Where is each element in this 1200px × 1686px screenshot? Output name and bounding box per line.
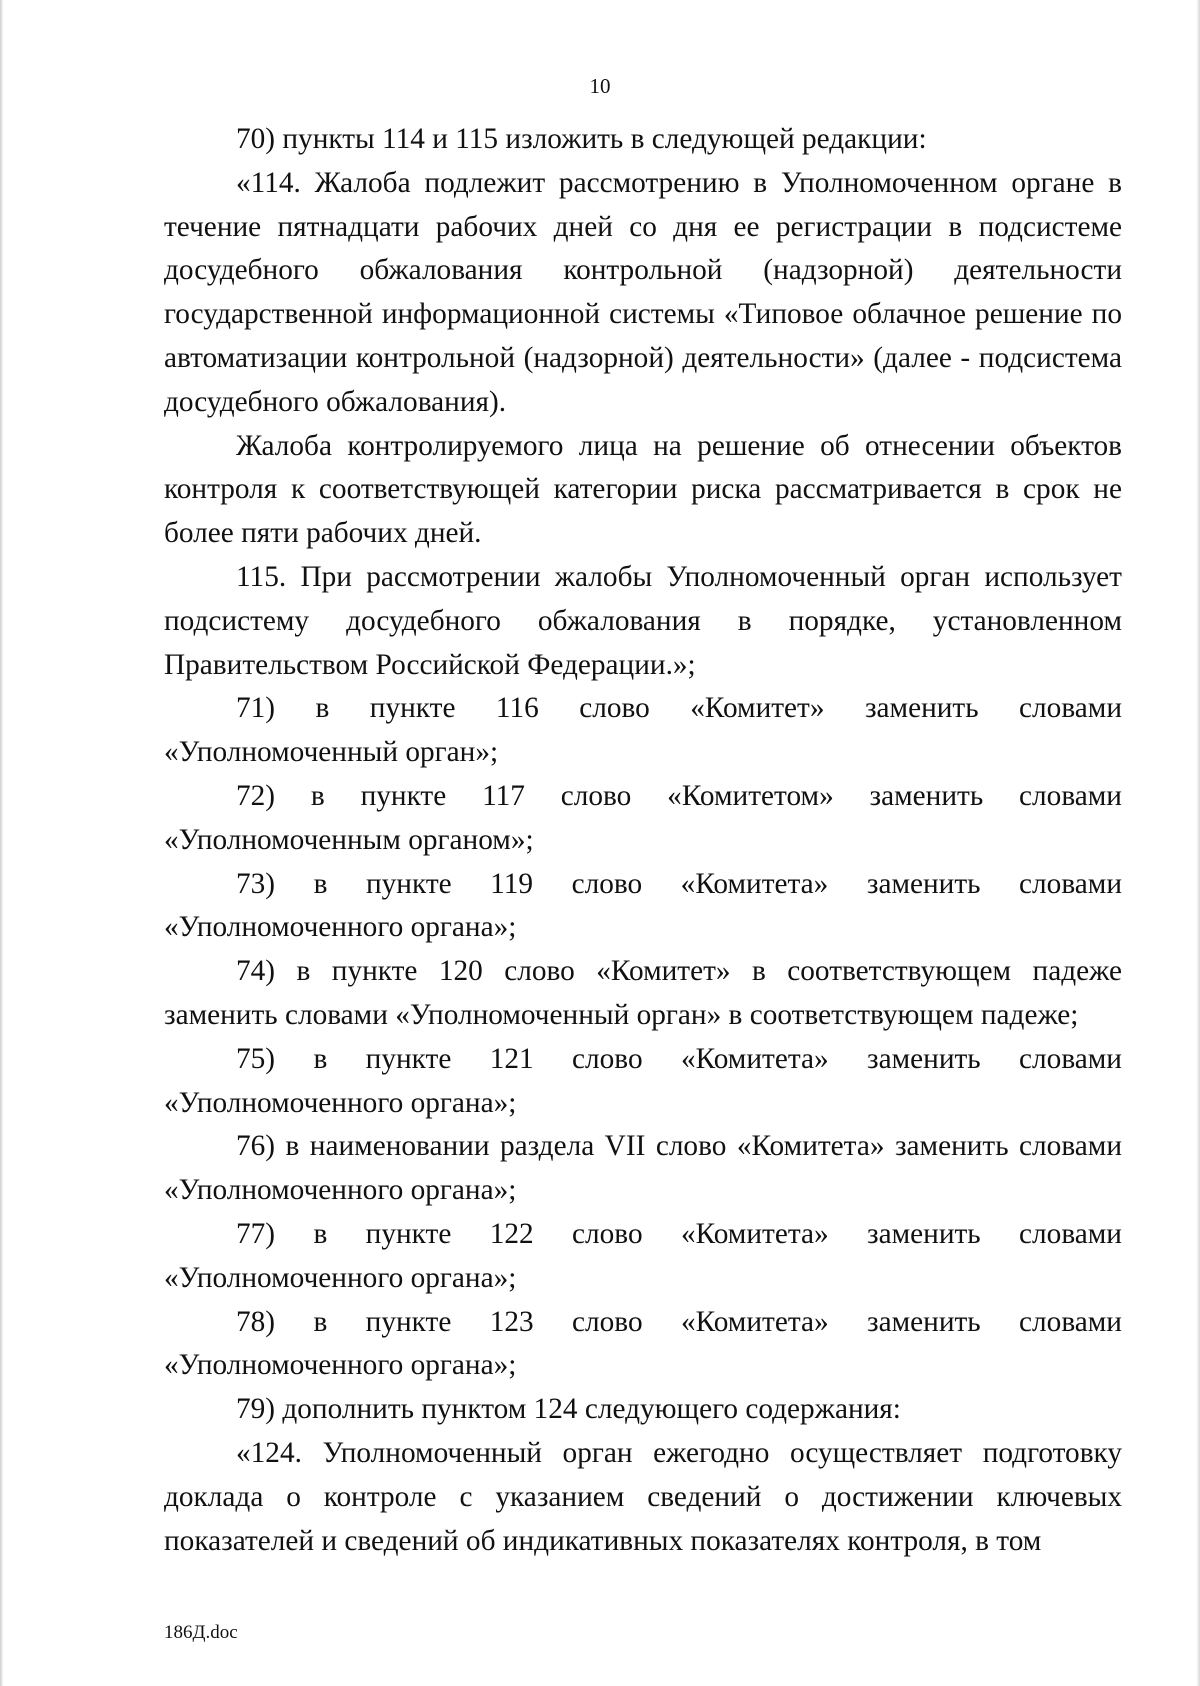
paragraph-item-77: 77) в пункте 122 слово «Комитета» заменить словами «Уполномоченного органа»; bbox=[164, 1217, 1122, 1294]
paragraph-item-78: 78) в пункте 123 слово «Комитета» заменить словами «Уполномоченного органа»; bbox=[164, 1305, 1122, 1382]
page-number: 10 bbox=[589, 74, 611, 98]
paragraph-point-124: «124. Уполномоченный орган ежегодно осуществляет подготовку доклада о контроле с указанием сведений о достижении ключевых показателей и сведений об индикативных показателях контроля, в том bbox=[164, 1436, 1122, 1557]
paragraph-item-71: 71) в пункте 116 слово «Комитет» заменить словами «Уполномоченный орган»; bbox=[164, 692, 1122, 769]
scan-edge-left bbox=[0, 0, 3, 1686]
paragraph-item-76: 76) в наименовании раздела VII слово «Комитета» заменить словами «Уполномоченного органа»; bbox=[164, 1130, 1122, 1207]
paragraph-item-79: 79) дополнить пунктом 124 следующего содержания: bbox=[236, 1393, 901, 1426]
footer-filename: 186Д.doc bbox=[164, 1622, 238, 1643]
paragraph-point-114: «114. Жалоба подлежит рассмотрению в Уполномоченном органе в течение пятнадцати рабочих дней со дня ее регистрации в подсистеме досудебного обжалования контрольной (надзорной) деятельности государственной информационной системы «Типовое облачное решение по автоматизации контрольной (надзорной) деятельности» (далее - подсистема досудебного обжалования). bbox=[164, 166, 1122, 418]
paragraph-item-74: 74) в пункте 120 слово «Комитет» в соответствующем падеже заменить словами «Уполномоченный орган» в соответствующем падеже; bbox=[164, 955, 1122, 1031]
paragraph-item-75: 75) в пункте 121 слово «Комитета» заменить словами «Уполномоченного органа»; bbox=[164, 1042, 1122, 1119]
paragraph-point-115: 115. При рассмотрении жалобы Уполномоченный орган использует подсистему досудебного обжалования в порядке, установленном Правительством Российской Федерации.»; bbox=[164, 560, 1122, 681]
paragraph-item-73: 73) в пункте 119 слово «Комитета» заменить словами «Уполномоченного органа»; bbox=[164, 867, 1122, 944]
document-body bbox=[164, 118, 1122, 1563]
paragraph-item-70: 70) пункты 114 и 115 изложить в следующей редакции: bbox=[236, 123, 927, 155]
paragraph-item-72: 72) в пункте 117 слово «Комитетом» заменить словами «Уполномоченным органом»; bbox=[164, 779, 1122, 856]
paragraph-complaint-risk: Жалоба контролируемого лица на решение об отнесении объектов контроля к соответствующей категории риска рассматривается в срок не более пяти рабочих дней. bbox=[164, 429, 1122, 550]
